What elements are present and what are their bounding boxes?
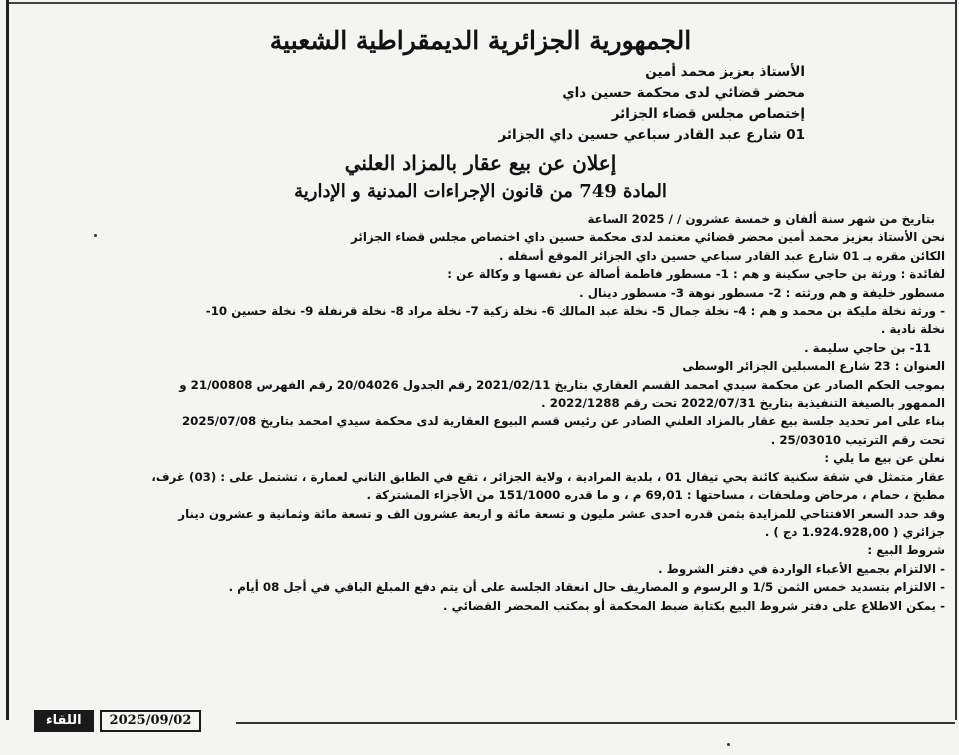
issuer-line: إختصاص مجلس قضاء الجزائر xyxy=(611,106,805,122)
bottom-border xyxy=(236,722,955,724)
notice-content xyxy=(16,22,945,615)
state-title: الجمهورية الجزائرية الديمقراطية الشعبية xyxy=(269,26,692,55)
body-line: نعلن عن بيع ما يلي : xyxy=(824,451,945,466)
publication-footer xyxy=(34,710,201,732)
body-line: بناء على امر تحديد جلسة بيع عقار بالمزاد العلني الصادر عن رئيس قسم البيوع العقارية لدى محكمة سيدي امحمد بتاريخ 2025/07/08 xyxy=(181,414,945,429)
left-border xyxy=(6,0,9,720)
body-line: شروط البيع : xyxy=(867,543,945,558)
notice-subtitle: المادة 749 من قانون الإجراءات المدنية و الإدارية xyxy=(294,181,667,202)
body-line: عقار متمثل في شقة سكنية كائنة بحي تيفال 01 ، بلدية المرادية ، ولاية الجزائر ، تقع في الطابق الثاني لعمارة ، تشتمل على : (03) غرف، xyxy=(151,469,945,484)
body-line: - يمكن الاطلاع على دفتر شروط البيع بكتابة ضبط المحكمة أو بمكتب المحضر القضائي . xyxy=(443,598,945,613)
right-border xyxy=(955,0,957,720)
body-line: نحن الأستاذ بعزيز محمد أمين محضر قضائي معتمد لدى محكمة حسين داي اختصاص مجلس قضاء الجزائر xyxy=(351,230,945,245)
body-line: بتاريخ من شهر سنة ألفان و خمسة عشرون / / 2025 الساعة xyxy=(587,212,935,226)
top-border xyxy=(8,2,955,4)
body-line: مطبخ ، حمام ، مرحاض وملحقات ، مساحتها : 69,01 م ، و ما قدره 151/1000 من الأجزاء المشتركة . xyxy=(366,488,945,503)
speck-mark xyxy=(727,743,730,746)
notice-body xyxy=(16,210,945,615)
issuer-line: محضر قضائي لدى محكمة حسين داي xyxy=(562,85,805,101)
body-line: لفائدة : ورثة بن حاجي سكينة و هم : 1- مسطور فاطمة أصالة عن نفسها و وكالة عن : xyxy=(447,267,945,282)
body-line: بموجب الحكم الصادر عن محكمة سيدي امحمد القسم العقاري بتاريخ 2021/02/11 رقم الجدول 20/04026 رقم الفهرس 21/00808 و xyxy=(179,377,945,392)
body-line: العنوان : 23 شارع المسبلين الجزائر الوسطى xyxy=(682,359,945,374)
issuer-block xyxy=(16,62,945,146)
body-line: جزائري ( 1.924.928,00 دج ) . xyxy=(764,524,945,539)
body-line: - الالتزام بجميع الأعباء الواردة في دفتر الشروط . xyxy=(658,561,945,576)
issuer-line: الأستاذ بعزيز محمد أمين xyxy=(645,64,805,80)
body-line: الكائن مقره بـ 01 شارع عبد القادر سباعي حسين داي الجزائر الموقع أسفله . xyxy=(499,248,945,263)
body-line: نخلة نادية . xyxy=(880,322,945,337)
issuer-line: 01 شارع عبد القادر سباعي حسين داي الجزائر xyxy=(498,127,805,143)
publication-date: 2025/09/02 xyxy=(100,710,202,732)
body-line: - الالتزام بتسديد خمس الثمن 1/5 و الرسوم و المصاريف حال انعقاد الجلسة على أن يتم دفع المبلغ الباقي في أجل 08 أيام . xyxy=(228,580,945,595)
body-line: تحت رقم الترتيب 25/03010 . xyxy=(770,432,945,447)
notice-titles xyxy=(16,149,945,205)
speck-mark xyxy=(94,234,97,237)
body-line: مسطور خليفة و هم ورثته : 2- مسطور نوهة 3- مسطور دينال . xyxy=(579,285,945,300)
notice-title: إعلان عن بيع عقار بالمزاد العلني xyxy=(344,151,617,175)
body-line: وقد حدد السعر الافتتاحي للمزايدة بثمن قدره احدى عشر مليون و تسعة مائة و اربعة عشرون الف و تسعة مائة وثمانية و عشرون دينار xyxy=(178,506,945,521)
publication-name: اللقاء xyxy=(34,710,94,732)
body-line: 11- بن حاجي سليمة . xyxy=(804,340,931,355)
body-line: - ورثة نخلة مليكة بن محمد و هم : 4- نخلة جمال 5- نخلة عبد المالك 6- نخلة زكية 7- نخلة مراد 8- نخلة قرنفلة 9- نخلة حسين 10- xyxy=(205,304,945,319)
body-line: الممهور بالصيغة التنفيذية بتاريخ 2022/07/31 تحت رقم 2022/1288 . xyxy=(541,396,945,411)
